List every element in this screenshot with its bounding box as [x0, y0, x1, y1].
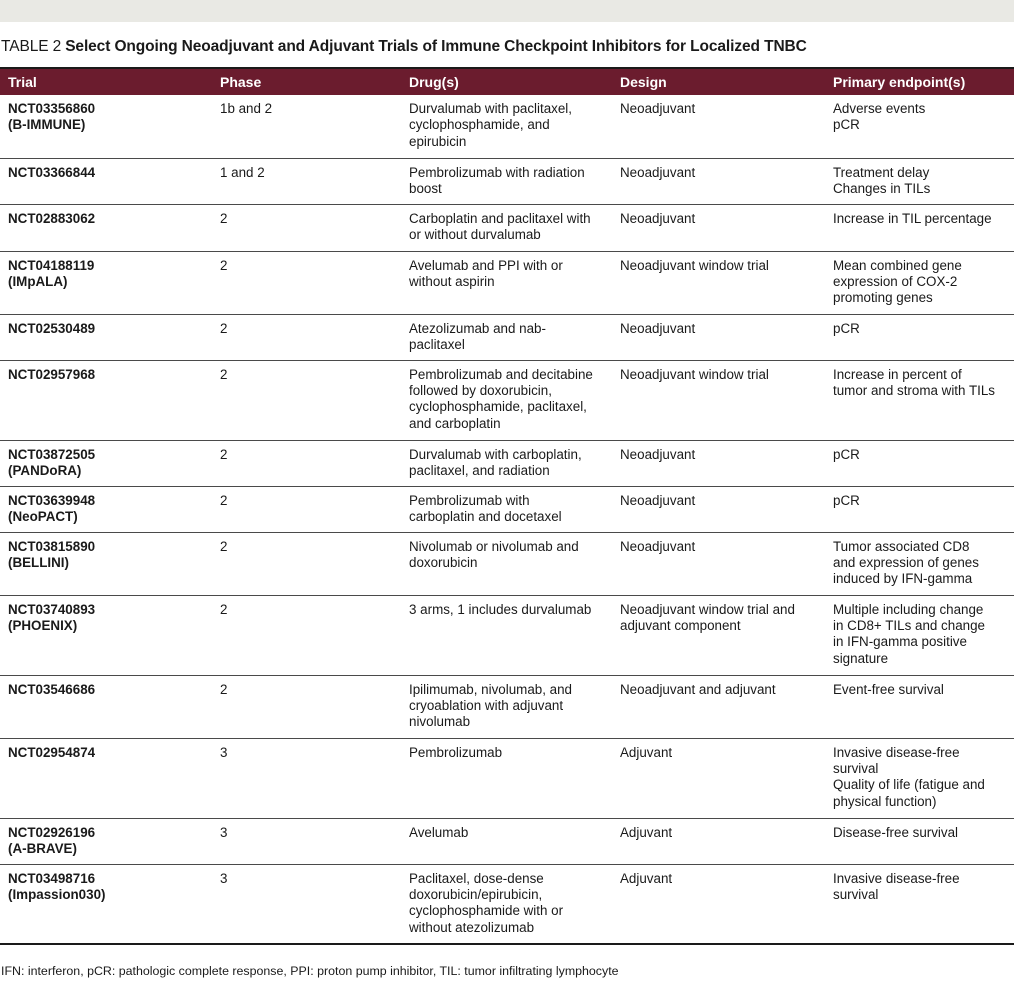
endpoint-cell	[825, 818, 1014, 864]
design-cell	[612, 440, 825, 486]
drugs-cell-line: Nivolumab or nivolumab and	[409, 538, 579, 554]
drugs-cell	[401, 532, 612, 595]
drugs-cell-line: paclitaxel, and radiation	[409, 462, 550, 478]
phase-cell	[212, 440, 401, 486]
table-row	[0, 818, 1014, 864]
drugs-cell-line: Pembrolizumab and decitabine	[409, 366, 593, 382]
trial-cell	[0, 675, 212, 738]
drugs-cell-line: and carboplatin	[409, 415, 501, 431]
phase-cell-line: 2	[220, 366, 228, 382]
design-cell-line: Adjuvant	[620, 824, 673, 840]
trial-cell-line: NCT03366844	[8, 164, 96, 180]
endpoint-cell	[825, 595, 1014, 675]
design-cell	[612, 204, 825, 251]
drugs-cell-line: boost	[409, 180, 442, 196]
trial-cell	[0, 314, 212, 360]
trial-cell	[0, 158, 212, 204]
endpoint-cell	[825, 440, 1014, 486]
phase-cell-line: 2	[220, 210, 228, 226]
table-caption: Select Ongoing Neoadjuvant and Adjuvant Trials of Immune Checkpoint Inhibitors for Localized TNBC	[65, 38, 807, 55]
drugs-cell-line: carboplatin and docetaxel	[409, 508, 562, 524]
endpoint-cell-line: Event-free survival	[833, 681, 944, 697]
table-row	[0, 738, 1014, 818]
drugs-cell-line: cyclophosphamide, and	[409, 117, 550, 133]
table-row	[0, 204, 1014, 251]
endpoint-cell-line: Multiple including change	[833, 601, 984, 617]
phase-cell	[212, 818, 401, 864]
design-cell-line: Neoadjuvant	[620, 446, 696, 462]
phase-cell	[212, 486, 401, 532]
column-header-phase: Phase	[212, 68, 401, 95]
endpoint-cell-line: Invasive disease-free	[833, 744, 960, 760]
endpoint-cell	[825, 532, 1014, 595]
phase-cell-line: 2	[220, 681, 228, 697]
endpoint-cell-line: physical function)	[833, 793, 937, 809]
trial-cell-line: NCT02530489	[8, 320, 96, 336]
trial-cell-line: (PHOENIX)	[8, 617, 78, 633]
design-cell-line: Neoadjuvant	[620, 320, 696, 336]
phase-cell	[212, 864, 401, 944]
drugs-cell-line: cyclophosphamide, paclitaxel,	[409, 399, 587, 415]
drugs-cell	[401, 440, 612, 486]
trials-table	[0, 67, 1014, 945]
endpoint-cell-line: Changes in TILs	[833, 180, 931, 196]
drugs-cell-line: Pembrolizumab with	[409, 492, 530, 508]
endpoint-cell-line: Treatment delay	[833, 164, 930, 180]
design-cell	[612, 595, 825, 675]
drugs-cell	[401, 360, 612, 440]
design-cell	[612, 818, 825, 864]
drugs-cell-line: doxorubicin/epirubicin,	[409, 886, 543, 902]
drugs-cell	[401, 158, 612, 204]
phase-cell-line: 2	[220, 257, 228, 273]
table-title	[1, 38, 1011, 58]
drugs-cell-line: cryoablation with adjuvant	[409, 697, 564, 713]
endpoint-cell	[825, 864, 1014, 944]
trial-cell-line: NCT03740893	[8, 601, 96, 617]
drugs-cell	[401, 738, 612, 818]
endpoint-cell	[825, 251, 1014, 314]
trial-cell-line: NCT02926196	[8, 824, 96, 840]
drugs-cell-line: epirubicin	[409, 133, 467, 149]
table-row	[0, 360, 1014, 440]
drugs-cell-line: nivolumab	[409, 714, 471, 730]
trial-cell-line: NCT03546686	[8, 681, 96, 697]
phase-cell	[212, 314, 401, 360]
phase-cell-line: 1b and 2	[220, 101, 273, 116]
endpoint-cell-line: pCR	[833, 117, 860, 133]
endpoint-cell	[825, 486, 1014, 532]
drugs-cell	[401, 251, 612, 314]
trial-cell-line: (B-IMMUNE)	[8, 117, 86, 133]
endpoint-cell-line: pCR	[833, 492, 860, 508]
table-label: TABLE 2	[1, 38, 62, 55]
column-header-endpoint: Primary endpoint(s)	[825, 68, 1014, 95]
trial-cell-line: NCT03639948	[8, 492, 96, 508]
endpoint-cell-line: Quality of life (fatigue and	[833, 777, 985, 793]
trial-cell	[0, 251, 212, 314]
drugs-cell-line: doxorubicin	[409, 554, 478, 570]
endpoint-cell-line: Disease-free survival	[833, 824, 959, 840]
design-cell-line: Neoadjuvant window trial and	[620, 601, 795, 617]
endpoint-cell-line: expression of COX-2	[833, 273, 958, 289]
design-cell	[612, 864, 825, 944]
trial-cell-line: NCT02954874	[8, 744, 96, 760]
endpoint-cell	[825, 738, 1014, 818]
table-row	[0, 95, 1014, 158]
design-cell	[612, 95, 825, 158]
endpoint-cell	[825, 158, 1014, 204]
trial-cell	[0, 595, 212, 675]
endpoint-cell	[825, 360, 1014, 440]
drugs-cell-line: Ipilimumab, nivolumab, and	[409, 681, 573, 697]
trial-cell	[0, 204, 212, 251]
endpoint-cell-line: and expression of genes	[833, 554, 979, 570]
design-cell-line: Neoadjuvant window trial	[620, 366, 769, 382]
phase-cell-line: 3	[220, 744, 228, 760]
design-cell-line: adjuvant component	[620, 617, 741, 633]
design-cell-line: Neoadjuvant and adjuvant	[620, 681, 776, 697]
phase-cell-line: 2	[220, 320, 228, 336]
endpoint-cell	[825, 314, 1014, 360]
design-cell-line: Adjuvant	[620, 870, 673, 886]
design-cell-line: Neoadjuvant	[620, 164, 696, 180]
trial-cell-line: (PANDoRA)	[8, 462, 82, 478]
drugs-cell-line: without atezolizumab	[409, 919, 535, 935]
design-cell-line: Neoadjuvant	[620, 538, 696, 554]
drugs-cell-line: Paclitaxel, dose-dense	[409, 870, 544, 886]
design-cell	[612, 251, 825, 314]
phase-cell-line: 3	[220, 824, 228, 840]
drugs-cell	[401, 675, 612, 738]
phase-cell-line: 2	[220, 538, 228, 554]
design-cell-line: Neoadjuvant window trial	[620, 257, 769, 273]
top-band	[0, 0, 1014, 22]
header-row	[0, 68, 1014, 95]
drugs-cell-line: Avelumab	[409, 824, 469, 840]
column-header-drugs: Drug(s)	[401, 68, 612, 95]
trial-cell	[0, 738, 212, 818]
drugs-cell-line: Atezolizumab and nab-	[409, 320, 546, 336]
table-row	[0, 864, 1014, 944]
table-row	[0, 314, 1014, 360]
drugs-cell	[401, 314, 612, 360]
trial-cell-line: NCT03815890	[8, 538, 96, 554]
drugs-cell	[401, 95, 612, 158]
endpoint-cell-line: pCR	[833, 446, 860, 462]
table-row	[0, 532, 1014, 595]
drugs-cell	[401, 595, 612, 675]
trial-cell-line: NCT03498716	[8, 870, 96, 886]
drugs-cell-line: followed by doxorubicin,	[409, 382, 552, 398]
trial-cell-line: (Impassion030)	[8, 886, 106, 902]
endpoint-cell-line: Increase in TIL percentage	[833, 210, 992, 226]
drugs-cell-line: without aspirin	[409, 273, 495, 289]
trial-cell-line: (BELLINI)	[8, 554, 69, 570]
endpoint-cell-line: signature	[833, 650, 889, 666]
endpoint-cell	[825, 95, 1014, 158]
column-header-trial: Trial	[0, 68, 212, 95]
trial-cell	[0, 864, 212, 944]
design-cell	[612, 360, 825, 440]
endpoint-cell	[825, 204, 1014, 251]
table-row	[0, 251, 1014, 314]
trial-cell	[0, 818, 212, 864]
phase-cell	[212, 595, 401, 675]
table-body	[0, 95, 1014, 944]
endpoint-cell-line: in IFN-gamma positive	[833, 634, 967, 650]
trial-cell	[0, 360, 212, 440]
trial-cell	[0, 486, 212, 532]
endpoint-cell-line: in CD8+ TILs and change	[833, 617, 985, 633]
table-row	[0, 158, 1014, 204]
design-cell	[612, 738, 825, 818]
trial-cell	[0, 95, 212, 158]
trial-cell	[0, 532, 212, 595]
drugs-cell-line: paclitaxel	[409, 336, 465, 352]
design-cell-line: Neoadjuvant	[620, 101, 696, 116]
table-row	[0, 595, 1014, 675]
phase-cell-line: 2	[220, 492, 228, 508]
trial-cell	[0, 440, 212, 486]
phase-cell	[212, 532, 401, 595]
phase-cell-line: 1 and 2	[220, 164, 265, 180]
footnote: IFN: interferon, pCR: pathologic complete response, PPI: proton pump inhibitor, TIL: tumor infiltrating lymphocyte	[1, 964, 619, 978]
phase-cell	[212, 738, 401, 818]
phase-cell-line: 3	[220, 870, 228, 886]
table-row	[0, 486, 1014, 532]
drugs-cell-line: cyclophosphamide with or	[409, 903, 564, 919]
design-cell	[612, 532, 825, 595]
trial-cell-line: NCT03356860	[8, 101, 96, 116]
design-cell	[612, 158, 825, 204]
phase-cell	[212, 95, 401, 158]
phase-cell	[212, 251, 401, 314]
endpoint-cell-line: promoting genes	[833, 290, 933, 306]
design-cell	[612, 486, 825, 532]
phase-cell-line: 2	[220, 446, 228, 462]
design-cell-line: Adjuvant	[620, 744, 673, 760]
phase-cell	[212, 360, 401, 440]
table-row	[0, 440, 1014, 486]
phase-cell	[212, 675, 401, 738]
trial-cell-line: NCT04188119	[8, 257, 95, 273]
trial-cell-line: (NeoPACT)	[8, 508, 78, 524]
drugs-cell	[401, 486, 612, 532]
phase-cell	[212, 204, 401, 251]
endpoint-cell-line: survival	[833, 760, 879, 776]
endpoint-cell-line: induced by IFN-gamma	[833, 571, 973, 587]
endpoint-cell-line: Mean combined gene	[833, 257, 962, 273]
endpoint-cell-line: Tumor associated CD8	[833, 538, 970, 554]
drugs-cell	[401, 204, 612, 251]
trial-cell-line: NCT02957968	[8, 366, 96, 382]
drugs-cell-line: Carboplatin and paclitaxel with	[409, 210, 591, 226]
design-cell	[612, 675, 825, 738]
endpoint-cell-line: Increase in percent of	[833, 366, 962, 382]
endpoint-cell-line: survival	[833, 886, 879, 902]
drugs-cell-line: Pembrolizumab	[409, 744, 503, 760]
column-header-design: Design	[612, 68, 825, 95]
design-cell	[612, 314, 825, 360]
drugs-cell-line: Avelumab and PPI with or	[409, 257, 563, 273]
drugs-cell-line: or without durvalumab	[409, 226, 541, 242]
drugs-cell-line: Pembrolizumab with radiation	[409, 164, 585, 180]
table-row	[0, 675, 1014, 738]
trial-cell-line: NCT02883062	[8, 210, 96, 226]
endpoint-cell-line: Invasive disease-free	[833, 870, 960, 886]
drugs-cell	[401, 818, 612, 864]
design-cell-line: Neoadjuvant	[620, 492, 696, 508]
endpoint-cell	[825, 675, 1014, 738]
trial-cell-line: (IMpALA)	[8, 273, 68, 289]
design-cell-line: Neoadjuvant	[620, 210, 696, 226]
trial-cell-line: (A-BRAVE)	[8, 840, 77, 856]
phase-cell	[212, 158, 401, 204]
endpoint-cell-line: pCR	[833, 320, 860, 336]
drugs-cell-line: Durvalumab with paclitaxel,	[409, 101, 572, 116]
phase-cell-line: 2	[220, 601, 228, 617]
drugs-cell-line: 3 arms, 1 includes durvalumab	[409, 601, 592, 617]
drugs-cell-line: Durvalumab with carboplatin,	[409, 446, 582, 462]
endpoint-cell-line: Adverse events	[833, 101, 926, 116]
trial-cell-line: NCT03872505	[8, 446, 96, 462]
endpoint-cell-line: tumor and stroma with TILs	[833, 382, 995, 398]
drugs-cell	[401, 864, 612, 944]
